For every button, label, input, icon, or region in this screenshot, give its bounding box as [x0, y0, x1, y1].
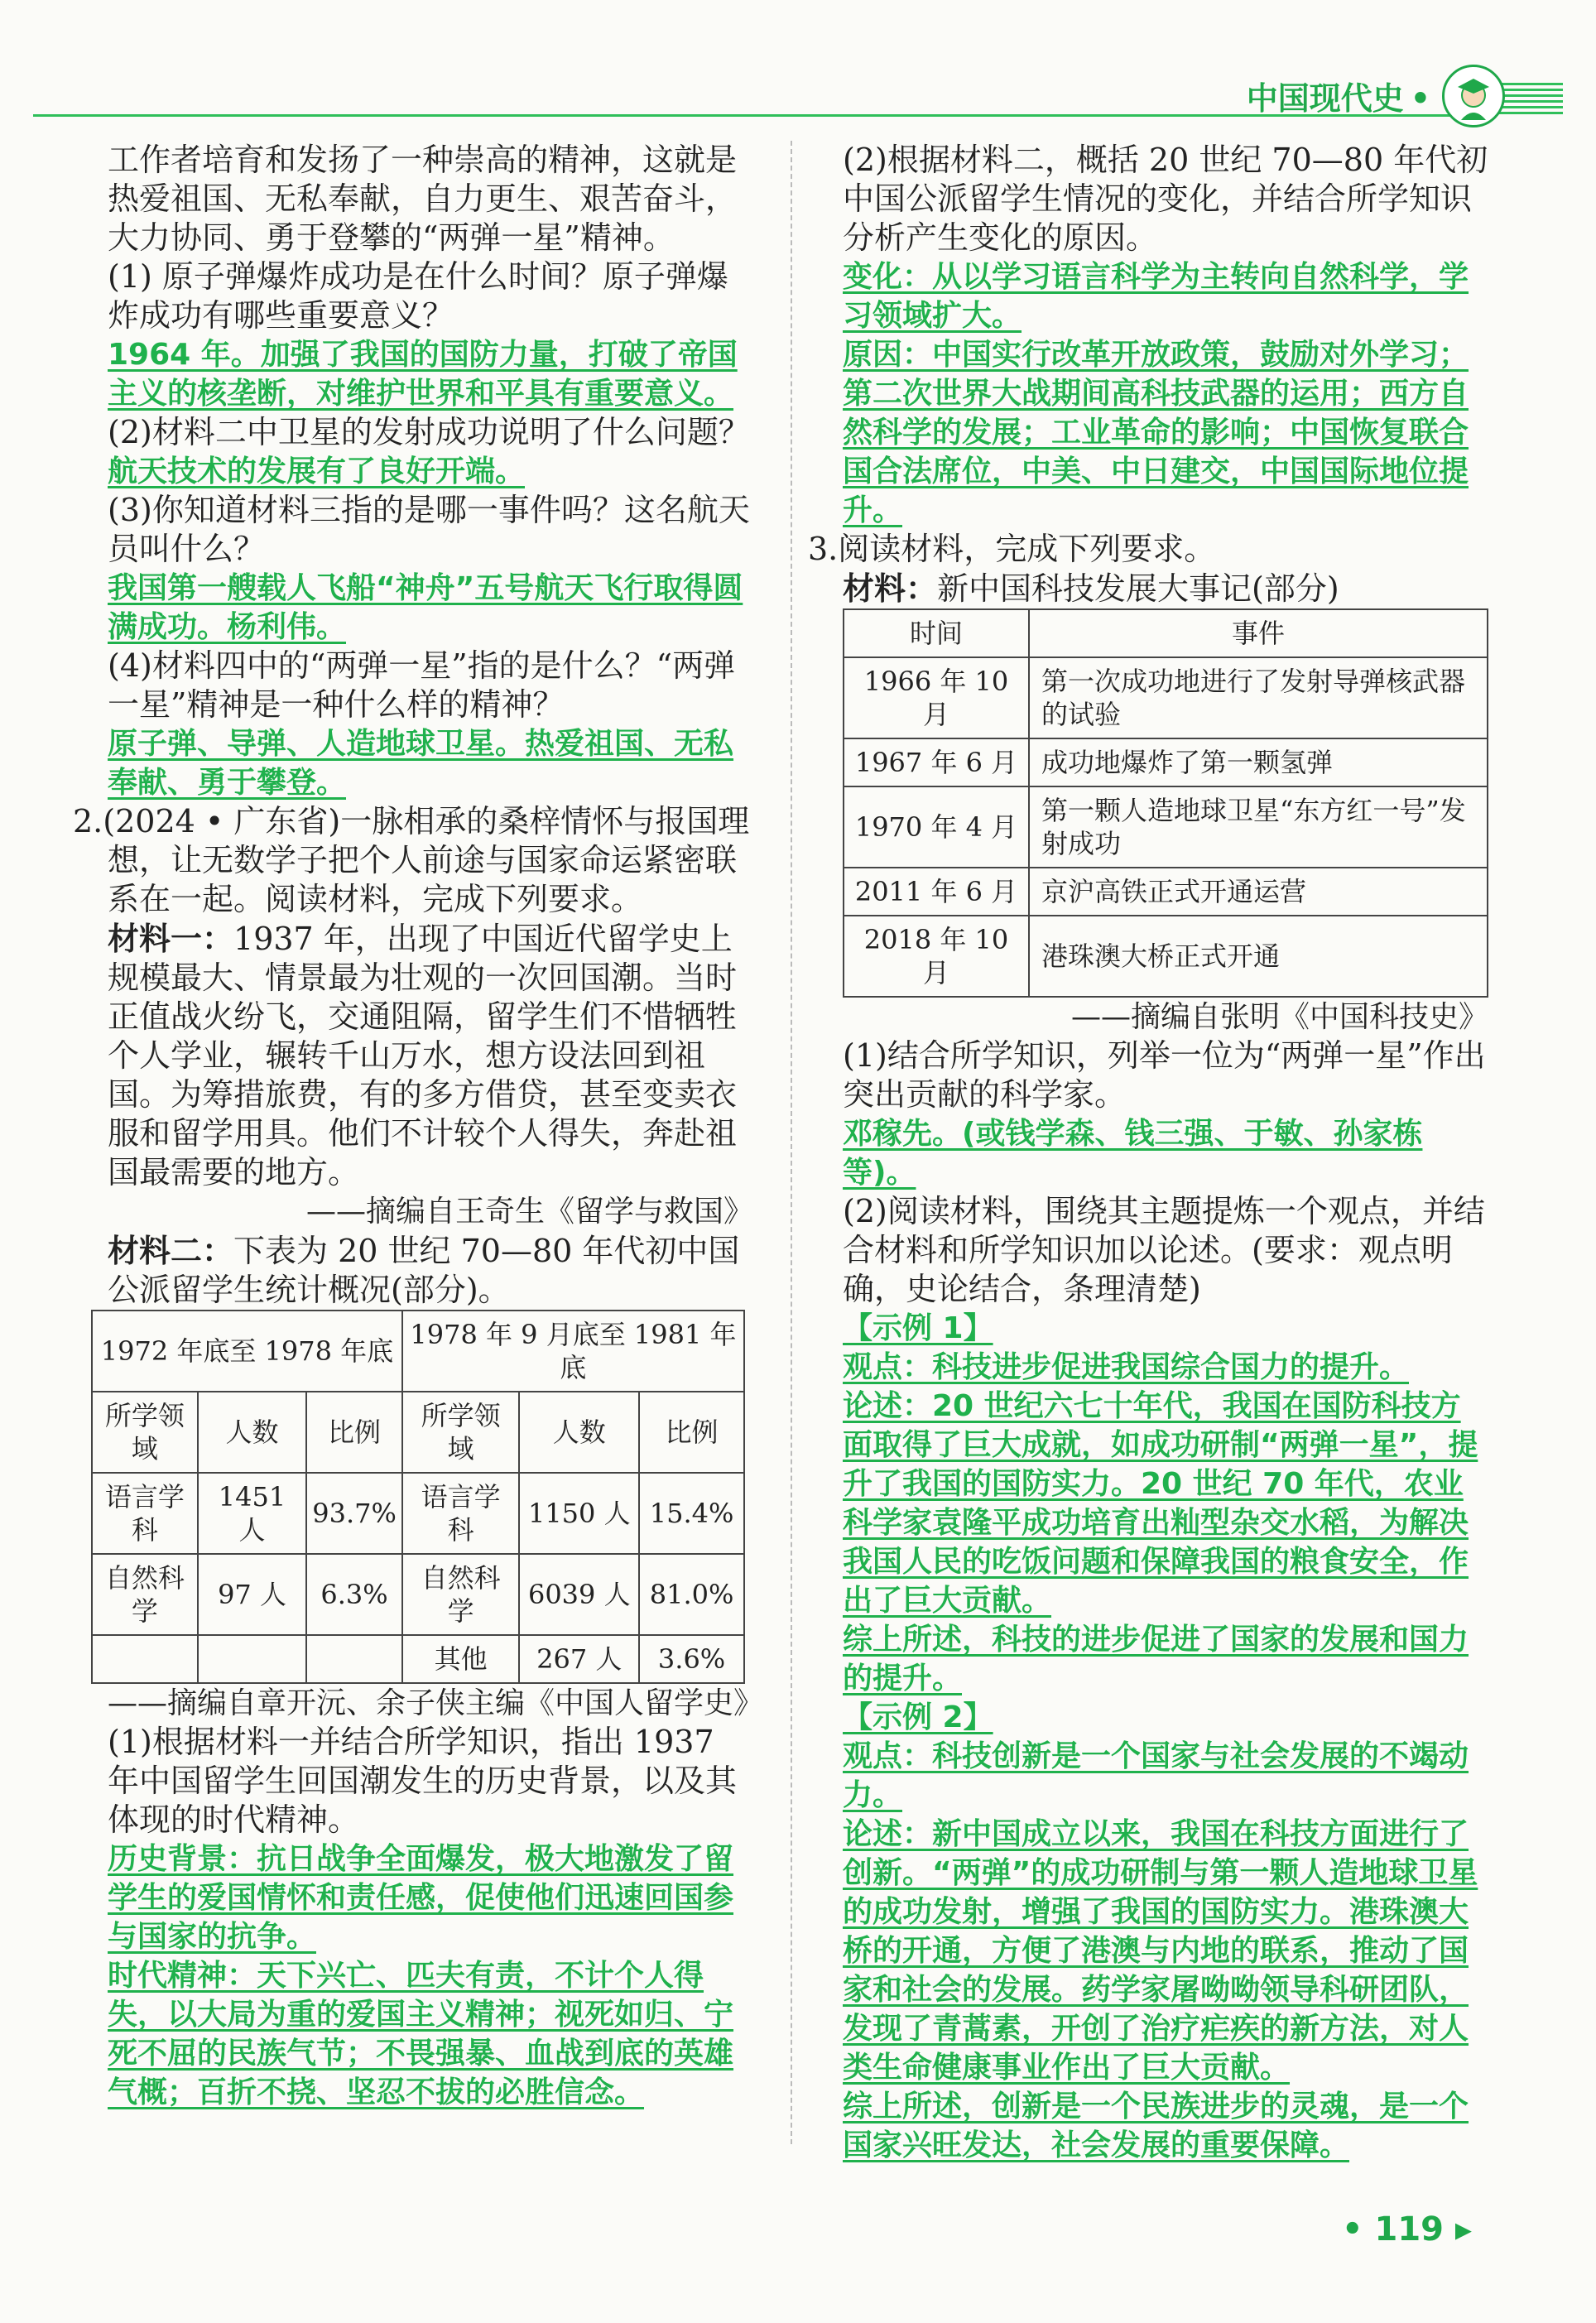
table-cell [92, 1635, 198, 1683]
material-2-text: 下表为 20 世纪 70—80 年代初中国公派留学生统计概况(部分)。 [108, 1233, 740, 1308]
table-row [844, 786, 1488, 868]
example-2-summary: 综上所述，创新是一个民族进步的灵魂，是一个国家兴旺发达，社会发展的重要保障。 [843, 2090, 1469, 2162]
q1-3-answer: 我国第一艘载人飞船“神舟”五号航天飞行取得圆满成功。杨利伟。 [108, 571, 743, 644]
q1-3-question: (3)你知道材料三指的是哪一事件吗？这名航天员叫什么？ [108, 492, 750, 567]
table-cell-event: 港珠澳大桥正式开通 [1029, 916, 1488, 997]
left-column [73, 141, 764, 2112]
table-cell [198, 1635, 306, 1683]
table-cell-time: 1970 年 4 月 [844, 786, 1029, 868]
q2-1-answer-background: 历史背景：抗日战争全面爆发，极大地激发了留学生的爱国情怀和责任感，促使他们迅速回国参与国家的抗争。 [108, 1842, 734, 1954]
q3-1-question: (1)结合所学知识，列举一位为“两弹一星”作出突出贡献的科学家。 [843, 1037, 1486, 1113]
example-1-view: 观点：科技进步促进我国综合国力的提升。 [843, 1350, 1410, 1384]
header-dot: • [1410, 80, 1430, 117]
table-cell: 81.0% [639, 1554, 744, 1635]
table-header-time: 时间 [844, 609, 1029, 657]
q2-1-answer-spirit: 时代精神：天下兴亡、匹夫有责，不计个人得失，以大局为重的爱国主义精神；视死如归、宁死不屈的民族气节；不畏强暴、血战到底的英雄气概；百折不挠、坚忍不拔的必胜信念。 [108, 1959, 734, 2109]
q2-2-answer-reason: 原因：中国实行改革开放政策，鼓励对外学习；第二次世界大战期间高科技武器的运用；西方自然科学的发展；工业革命的影响；中国恢复联合国合法席位，中美、中日建交，中国国际地位提升。 [843, 338, 1469, 527]
table-cell: 15.4% [639, 1473, 744, 1554]
material-1 [108, 919, 753, 1192]
table-row [92, 1473, 744, 1554]
student-avatar-icon [1442, 65, 1505, 127]
section-title [1247, 73, 1430, 118]
table-cell-time: 2018 年 10 月 [844, 916, 1029, 997]
table-row [844, 868, 1488, 916]
table-cell: 自然科学 [92, 1554, 198, 1635]
page-number: • 119 ▸ [1342, 2210, 1472, 2248]
table-header-field: 所学领域 [402, 1392, 520, 1473]
table-cell: 267 人 [519, 1635, 639, 1683]
table-cell: 1150 人 [519, 1473, 639, 1554]
table-row [92, 1554, 744, 1635]
table-period-2: 1978 年 9 月底至 1981 年底 [402, 1311, 744, 1392]
table-row [844, 738, 1488, 786]
table-cell: 语言学科 [402, 1473, 520, 1554]
material-2-source: ——摘编自章开沅、余子侠主编《中国人留学史》 [108, 1686, 764, 1720]
table-cell-event: 成功地爆炸了第一颗氢弹 [1029, 738, 1488, 786]
example-1-summary: 综上所述，科技的进步促进了国家的发展和国力的提升。 [843, 1623, 1469, 1695]
events-table [843, 608, 1488, 998]
table-header-count: 人数 [198, 1392, 306, 1473]
q3-1-answer: 邓稼先。(或钱学森、钱三强、于敏、孙家栋等)。 [843, 1117, 1423, 1190]
table-cell: 97 人 [198, 1554, 306, 1635]
material-source: ——摘编自张明《中国科技史》 [1070, 1000, 1488, 1034]
q2-1-question: (1)根据材料一并结合所学知识，指出 1937 年中国留学生回国潮发生的历史背景，以及其体现的时代精神。 [108, 1724, 738, 1838]
material-label: 材料： [843, 570, 938, 607]
table-cell-time: 1966 年 10 月 [844, 657, 1029, 738]
material-1-text: 1937 年，出现了中国近代留学史上规模最大、情景最为壮观的一次回国潮。当时正值战火纷飞，交通阻隔，留学生们不惜牺牲个人学业，辗转千山万水，想方设法回到祖国。为筹措旅费，有的多方借贷，甚至变卖衣服和留学用具。他们不计较个人得失，奔赴祖国最需要的地方。 [108, 921, 738, 1190]
q1-4-question: (4)材料四中的“两弹一星”指的是什么？“两弹一星”精神是一种什么样的精神？ [108, 647, 736, 723]
q1-1-answer: 1964 年。加强了我国的国防力量，打破了帝国主义的核垄断，对维护世界和平具有重要意义。 [108, 338, 738, 411]
q3-2-question: (2)阅读材料，围绕其主题提炼一个观点，并结合材料和所学知识加以论述。(要求：观点明确，史论结合，条理清楚) [843, 1193, 1485, 1307]
table-cell: 1451 人 [198, 1473, 306, 1554]
column-divider [791, 141, 792, 2144]
q2-2-answer-change: 变化：从以学习语言科学为主转向自然科学，学习领域扩大。 [843, 260, 1469, 333]
q3-number: 3. [808, 531, 839, 567]
table-cell: 6039 人 [519, 1554, 639, 1635]
table-cell: 语言学科 [92, 1473, 198, 1554]
q3-stem [808, 530, 1488, 569]
table-header-count: 人数 [519, 1392, 639, 1473]
q1-intro: 工作者培育和发扬了一种崇高的精神，这就是热爱祖国、无私奉献，自力更生、艰苦奋斗，大力协同、勇于登攀的“两弹一星”精神。 [108, 142, 738, 256]
material-2 [108, 1231, 753, 1310]
q2-number: 2. [73, 803, 103, 839]
table-cell: 6.3% [306, 1554, 402, 1635]
table-header-field: 所学领域 [92, 1392, 198, 1473]
table-cell-event: 京沪高铁正式开通运营 [1029, 868, 1488, 916]
material-2-label: 材料二： [108, 1232, 234, 1269]
example-1-label: 【示例 1】 [843, 1311, 993, 1345]
right-column [808, 141, 1488, 2165]
example-2-argument: 论述：新中国成立以来，我国在科技方面进行了创新。“两弹”的成功研制与第一颗人造地球卫星的成功发射，增强了我国的国防实力。港珠澳大桥的开通，方便了港澳与内地的联系，推动了国家和社会的发展。药学家屠呦呦领导科研团队，发现了青蒿素，开创了治疗疟疾的新方法，对人类生命健康事业作出了巨大贡献。 [843, 1817, 1478, 2085]
example-2-label: 【示例 2】 [843, 1700, 993, 1734]
q1-2-answer: 航天技术的发展有了良好开端。 [108, 454, 526, 488]
material-1-source: ——摘编自王奇生《留学与救国》 [305, 1195, 753, 1229]
material-text: 新中国科技发展大事记(部分) [937, 570, 1339, 607]
table-cell [306, 1635, 402, 1683]
q2-2-question: (2)根据材料二，概括 20 世纪 70—80 年代初中国公派留学生情况的变化，并结合所学知识分析产生变化的原因。 [843, 142, 1488, 256]
table-row [844, 916, 1488, 997]
q3-stem-text: 阅读材料，完成下列要求。 [838, 531, 1216, 567]
table-cell-event: 第一颗人造地球卫星“东方红一号”发射成功 [1029, 786, 1488, 868]
table-cell-event: 第一次成功地进行了发射导弹核武器的试验 [1029, 657, 1488, 738]
table-header-ratio: 比例 [306, 1392, 402, 1473]
table-cell: 3.6% [639, 1635, 744, 1683]
example-1-argument: 论述：20 世纪六七十年代，我国在国防科技方面取得了巨大成就，如成功研制“两弹一星”，提升了我国的国防实力。20 世纪 70 年代，农业科学家袁隆平成功培育出籼型杂交水稻，为解决我国人民的吃饭问题和保障我国的粮食安全，作出了巨大贡献。 [843, 1389, 1478, 1618]
table-row [844, 657, 1488, 738]
q2-stem [73, 802, 753, 919]
section-title-text: 中国现代史 [1246, 80, 1404, 117]
material [843, 569, 1488, 608]
q2-stem-text: (2024 • 广东省)一脉相承的桑梓情怀与报国理想，让无数学子把个人前途与国家命运紧密联系在一起。阅读材料，完成下列要求。 [103, 803, 750, 917]
table-cell-time: 1967 年 6 月 [844, 738, 1029, 786]
students-table [91, 1310, 745, 1684]
table-header-event: 事件 [1029, 609, 1488, 657]
table-cell: 其他 [402, 1635, 520, 1683]
table-period-1: 1972 年底至 1978 年底 [92, 1311, 402, 1392]
q1-2-question: (2)材料二中卫星的发射成功说明了什么问题？ [108, 414, 750, 450]
q1-4-answer: 原子弹、导弹、人造地球卫星。热爱祖国、无私奉献、勇于攀登。 [108, 727, 734, 800]
example-2-view: 观点：科技创新是一个国家与社会发展的不竭动力。 [843, 1739, 1469, 1812]
material-1-label: 材料一： [108, 920, 234, 957]
table-header-ratio: 比例 [639, 1392, 744, 1473]
table-cell: 自然科学 [402, 1554, 520, 1635]
table-cell: 93.7% [306, 1473, 402, 1554]
table-row [92, 1635, 744, 1683]
q1-1-question: (1) 原子弹爆炸成功是在什么时间？原子弹爆炸成功有哪些重要意义？ [108, 258, 728, 334]
table-cell-time: 2011 年 6 月 [844, 868, 1029, 916]
